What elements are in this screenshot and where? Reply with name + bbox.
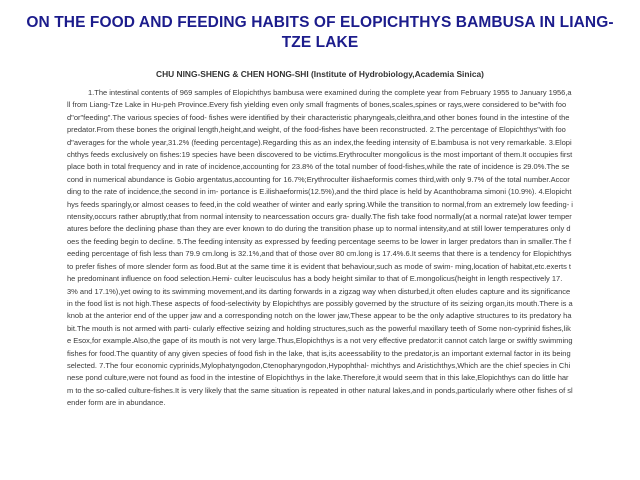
author-line: CHU NING-SHENG & CHEN HONG-SHI (Institute of Hydrobiology,Academia Sinica)	[156, 69, 484, 79]
paper-title: ON THE FOOD AND FEEDING HABITS OF ELOPICHTHYS BAMBUSA IN LIANG-TZE LAKE	[26, 14, 614, 51]
abstract-paragraph	[67, 87, 573, 410]
abstract-text: 1.The intestinal contents of 969 samples of Elopichthys bambusa were examined during the complete year from February 1955 to January 1956,all from Liang-Tze Lake in Hu-peh Province.Every fish yielding even only small fragments of bones,scales,spines or rays,were considered to be"with food"or"feeding".The various species of food- fishes were identified by their characteristic pharyngeals,cleithra,and other bones found in the intestine of the predator.From these bones the original length,height,and weight, of the food-fishes have been reconstructed. 2.The percentage of Elopichthys"with food"averages for the whole year,31.2% (feeding percentage).Regarding this as an index,the feeding intensity of E.bambusa is not very remarkable. 3.Elopichthys feeds exclusively on fishes:19 species have been discovered to be victims.Erythroculter mongolicus is the most important of them.It occupies first place both in total frequency and in rate of incidence,accounting for 23.8% of the total number of food-fishes,while the rate of incidence is 29.0%.The second in numerical abundance is Gobio argentatus,accounting for 16.7%;Erythroculter ilishaeformis comes third,with only 9.7% of the total number.According to the rate of incidence,the second in im- portance is E.ilishaeformis(12.5%),and the third place is held by Acanthobrama simoni (10.9%). 4.Elopichthys feeds sparingly,or almost ceases to feed,in the cold weather of winter and early spring.While the transition to normal,from an extremely low feeding- intensity,occurs rather abruptly,that from normal intensity to nearcessation occurs gra- dually.The fish take food normally(at a normal rate)at lower temperatures before the declining phase than they are ever known to do during the transition phase up to normal intensity,and at still lower temperatures only does the feeding begin to decline. 5.The feeding intensity as expressed by feeding percentage seems to be lower in larger predators than in smaller.The feeding percentage of fish less than 79.9 cm.long is 32.1%,and that of those over 80 cm.long is 17.4%.6.It seems that there is a tendency for Elopichthys to prefer fishes of more slender form as food.But at the same time it is evident that behaviour,such as mode of swim- ming,location of habitat,etc.exerts the predominant influence on food selection.Hemi- culter leucisculus has a body height similar to that of E.mongolicus(height in length respectively 17.3% and 17.1%),yet owing to its swimming movement,and its darting forwards in a zigzag way when disturbed,it often eludes capture and its significance in the food list is not high.These aspects of food-selectivity by Elopichthys are possibly governed by the structure of its seizing organ,its mouth.There is a knob at the anterior end of the upper jaw and a corresponding notch on the lower jaw,These appear to be the only adaptive structures to its predatory habit.The mouth is not armed with parti- cularly effective seizing and holding structures,such as the powerful maxillary teeth of Some non-cyprinid fishes,like Esox,for example.Also,the gape of its mouth is not very large.Thus,Elopichthys is a not very effective predator:it cannot catch large or swiftly swimming fishes for food.The quantity of any given species of food fish in the lake, that is,its aceessability to the predator,is an important external factor in its being selected. 7.The four economic cyprinids,Mylophatyngodon,Ctenopharyngodon,Hypophthal- michthys and Aristichthys,Which are the chief species in Chinese pond culture,were not found as food in the intestine of Elopichthys in the lake.Therefore,it would seem that in this lake,Elopichthys can do little harm to the so-called culture-fishes.It is very likely that the same situation is repeated in other natural lakes,and in ponds,particularly where other fishes of slender form are in abundance.	[67, 88, 573, 408]
